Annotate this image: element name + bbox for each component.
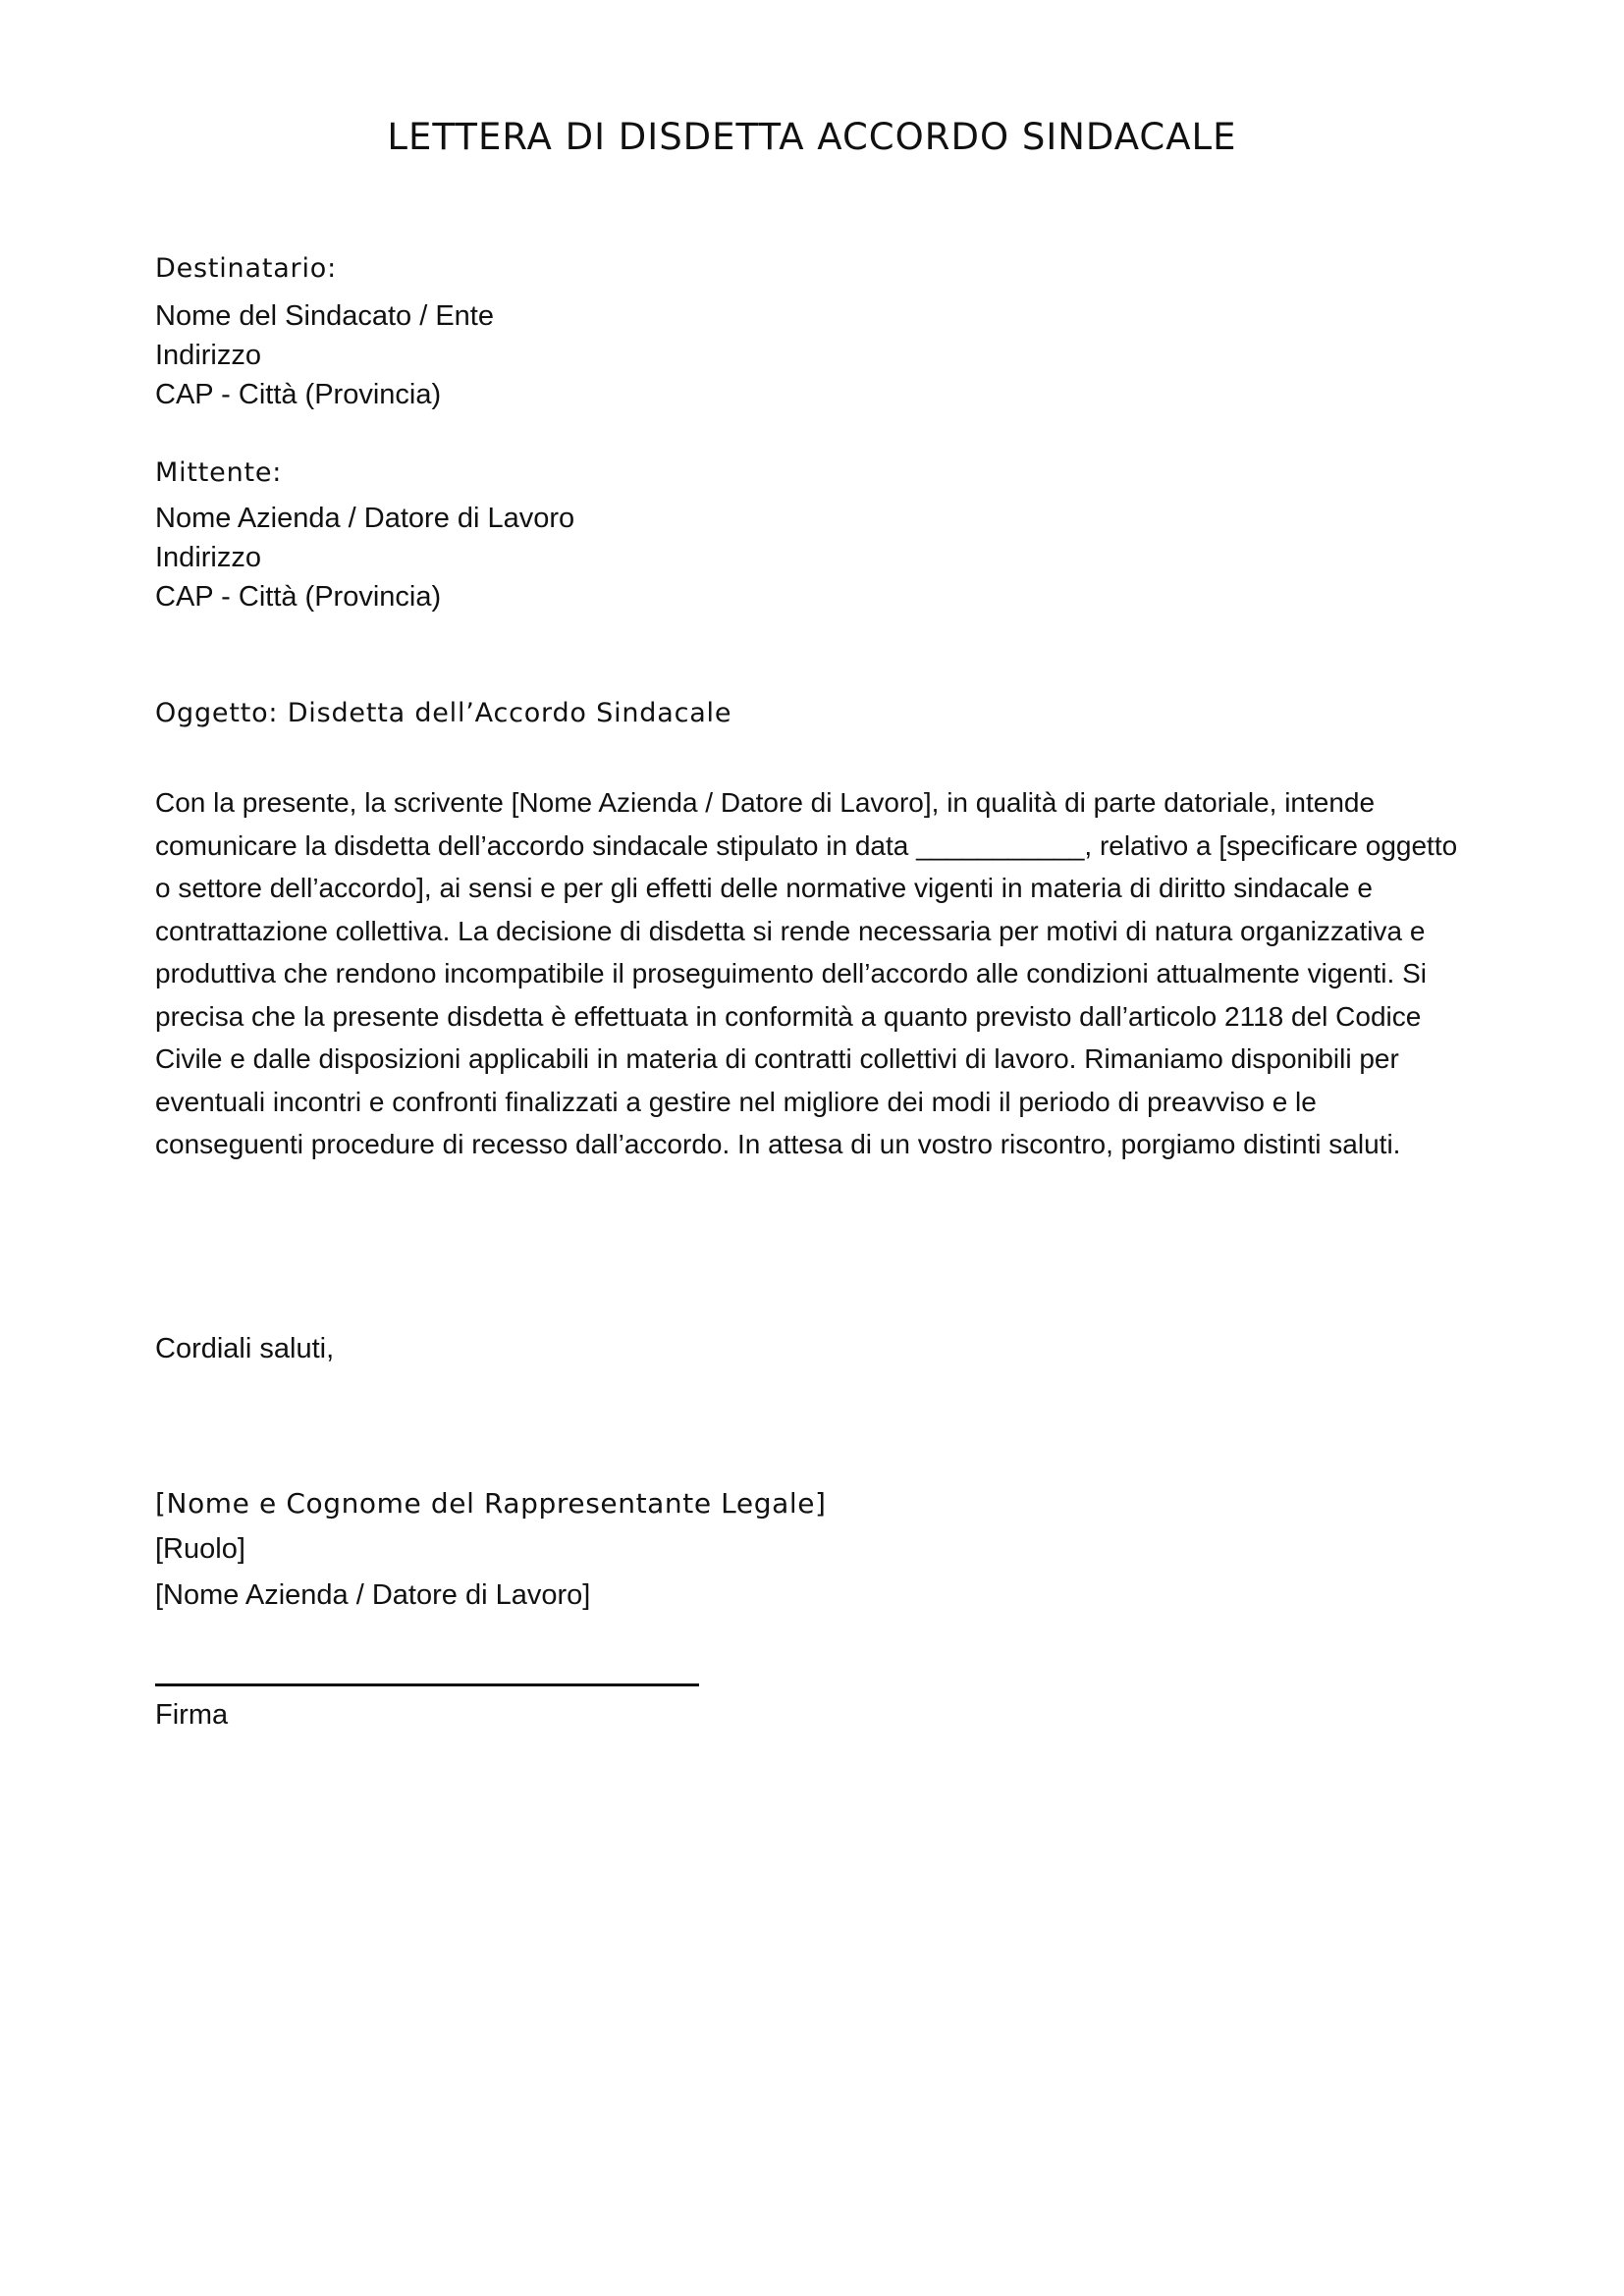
signature-label: Firma	[155, 1699, 229, 1731]
recipient-block	[155, 296, 494, 414]
sender-city: CAP - Città (Provincia)	[155, 581, 442, 613]
recipient-name: Nome del Sindacato / Ente	[155, 300, 494, 332]
signature-line	[155, 1683, 699, 1686]
recipient-city: CAP - Città (Provincia)	[155, 379, 442, 410]
recipient-label: Destinatario:	[155, 253, 337, 284]
sender-name: Nome Azienda / Datore di Lavoro	[155, 503, 575, 534]
sender-address: Indirizzo	[155, 542, 261, 573]
closing-salutation: Cordiali saluti,	[155, 1333, 335, 1364]
signatory-company: [Nome Azienda / Datore di Lavoro]	[155, 1579, 591, 1611]
signatory-role: [Ruolo]	[155, 1533, 245, 1565]
sender-block	[155, 499, 574, 616]
sender-label: Mittente:	[155, 457, 283, 488]
letter-body: Con la presente, la scrivente [Nome Azienda / Datore di Lavoro], in qualità di parte datoriale, intende comunicare la disdetta dell’accordo sindacale stipulato in data ___________, relativo a [specificare oggetto o settore dell’accordo], ai sensi e per gli effetti delle normative vigenti in materia di diritto sindacale e contrattazione collettiva. La decisione di disdetta si rende necessaria per motivi di natura organizzativa e produttiva che rendono incompatibile il proseguimento dell’accordo alle condizioni attualmente vigenti. Si precisa che la presente disdetta è effettuata in conformità a quanto previsto dall’articolo 2118 del Codice Civile e dalle disposizioni applicabili in materia di contratti collettivi di lavoro. Rimaniamo disponibili per eventuali incontri e confronti finalizzati a gestire nel migliore dei modi il periodo di preavviso e le conseguenti procedure di recesso dall’accordo. In attesa di un vostro riscontro, porgiamo distinti saluti.	[155, 787, 1458, 1159]
signatory-name: [Nome e Cognome del Rappresentante Legale]	[155, 1487, 827, 1520]
signatory-block	[155, 1480, 827, 1619]
document-title: LETTERA DI DISDETTA ACCORDO SINDACALE	[387, 116, 1237, 158]
recipient-address: Indirizzo	[155, 340, 261, 371]
subject-line: Oggetto: Disdetta dell’Accordo Sindacale	[155, 698, 732, 728]
